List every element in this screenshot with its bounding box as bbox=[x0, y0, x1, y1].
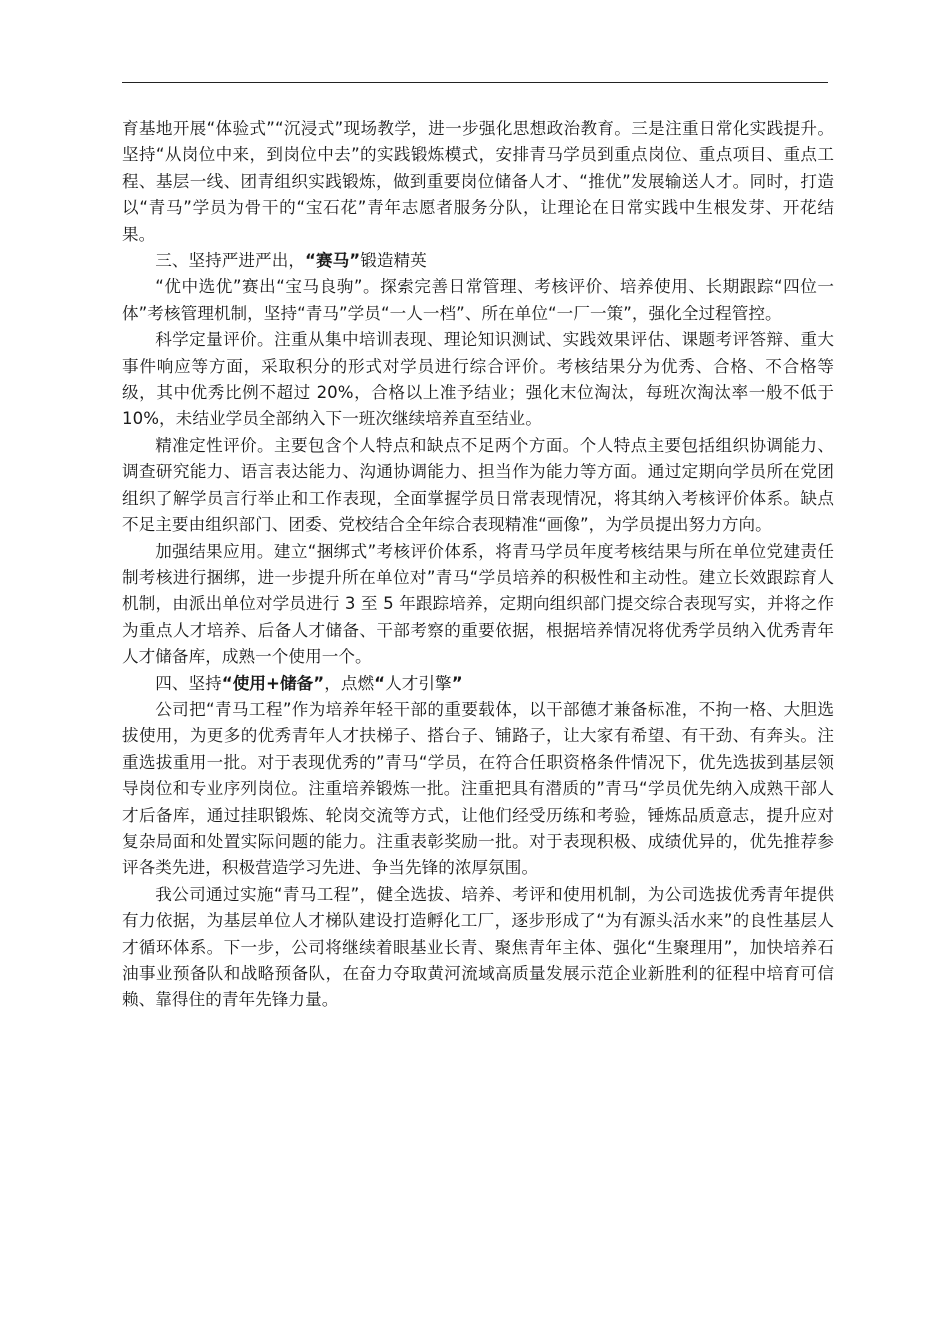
section-heading-4-mid: ，点燃 bbox=[324, 673, 375, 693]
section-heading-4-pre: 四、坚持 bbox=[155, 673, 222, 693]
paragraph-s4-2: 我公司通过实施“青马工程”，健全选拔、培养、考评和使用机制，为公司选拔优秀青年提供有力依据，为基层单位人才梯队建设打造孵化工厂，逐步形成了“为有源头活水来”的良性基层人才循环体系。下一步，公司将继续着眼基业长青、聚焦青年主体、强化“生聚理用”，加快培养石油事业预备队和战略预备队，在奋力夺取黄河流域高质量发展示范企业新胜利的征程中培育可信赖、靠得住的青年先锋力量。 bbox=[122, 884, 834, 1010]
paragraph-s3-3: 精准定性评价。主要包含个人特点和缺点不足两个方面。个人特点主要包括组织协调能力、调查研究能力、语言表达能力、沟通协调能力、担当作为能力等方面。通过定期向学员所在党团组织了解学员言行举止和工作表现，全面掌握学员日常表现情况，将其纳入考核评价体系。缺点不足主要由组织部门、团委、党校结合全年综合表现精准“画像”，为学员提出努力方向。 bbox=[122, 435, 834, 535]
section-heading-3-post: 锻造精英 bbox=[360, 251, 427, 271]
paragraph-s3-1: “优中选优”赛出“宝马良驹”。探索完善日常管理、考核评价、培养使用、长期跟踪“四位一体”考核管理机制，坚持“青马”学员“一人一档”、所在单位“一厂一策”，强化全过程管控。 bbox=[122, 277, 834, 323]
section-heading-3-em: “赛马” bbox=[304, 251, 361, 271]
section-heading-4-em3: ” bbox=[451, 673, 463, 693]
section-heading-4-mid2: 人才引擎 bbox=[385, 673, 452, 693]
document-body bbox=[122, 116, 834, 1014]
paragraph-continued: 育基地开展“体验式”“沉浸式”现场教学，进一步强化思想政治教育。三是注重日常化实践提升。坚持“从岗位中来，到岗位中去”的实践锻炼模式，安排青马学员到重点岗位、重点项目、重点工程、基层一线、团青组织实践锻炼，做到重要岗位储备人才、“推优”发展输送人才。同时，打造以“青马”学员为骨干的“宝石花”青年志愿者服务分队，让理论在日常实践中生根发芽、开花结果。 bbox=[122, 119, 834, 244]
paragraph-s4-1: 公司把“青马工程”作为培养年轻干部的重要载体，以干部德才兼备标准，不拘一格、大胆选拔使用，为更多的优秀青年人才扶梯子、搭台子、铺路子，让大家有希望、有干劲、有奔头。注重选拔重用一批。对于表现优秀的”青马“学员，在符合任职资格条件情况下，优先选拔到基层领导岗位和专业序列岗位。注重培养锻炼一批。注重把具有潜质的”青马“学员优先纳入成熟干部人才后备库，通过挂职锻炼、轮岗交流等方式，让他们经受历练和考验，锤炼品质意志，提升应对复杂局面和处置实际问题的能力。注重表彰奖励一批。对于表现积极、成绩优异的，优先推荐参评各类先进，积极营造学习先进、争当先锋的浓厚氛围。 bbox=[122, 699, 834, 878]
paragraph-s3-2: 科学定量评价。注重从集中培训表现、理论知识测试、实践效果评估、课题考评答辩、重大事件响应等方面，采取积分的形式对学员进行综合评价。考核结果分为优秀、合格、不合格等级，其中优秀比例不超过 20%，合格以上准予结业；强化末位淘汰，每班次淘汰率一般不低于 10%，未结业学员全部纳入下一班次继续培养直至结业。 bbox=[122, 330, 834, 429]
section-heading-4-em1: “使用+储备” bbox=[221, 673, 325, 693]
section-heading-3-pre: 三、坚持严进严出， bbox=[155, 251, 305, 271]
section-heading-4 bbox=[122, 671, 834, 697]
paragraph-s3-4: 加强结果应用。建立“捆绑式”考核评价体系，将青马学员年度考核结果与所在单位党建责任制考核进行捆绑，进一步提升所在单位对”青马“学员培养的积极性和主动性。建立长效跟踪育人机制，由派出单位对学员进行 3 至 5 年跟踪培养，定期向组织部门提交综合表现写实，并将之作为重点人才培养、后备人才储备、干部考察的重要依据，根据培养情况将优秀学员纳入优秀青年人才储备库，成熟一个使用一个。 bbox=[122, 541, 834, 667]
section-heading-4-em2: “ bbox=[374, 673, 386, 693]
header-rule bbox=[122, 82, 828, 83]
section-heading-3 bbox=[122, 248, 834, 274]
